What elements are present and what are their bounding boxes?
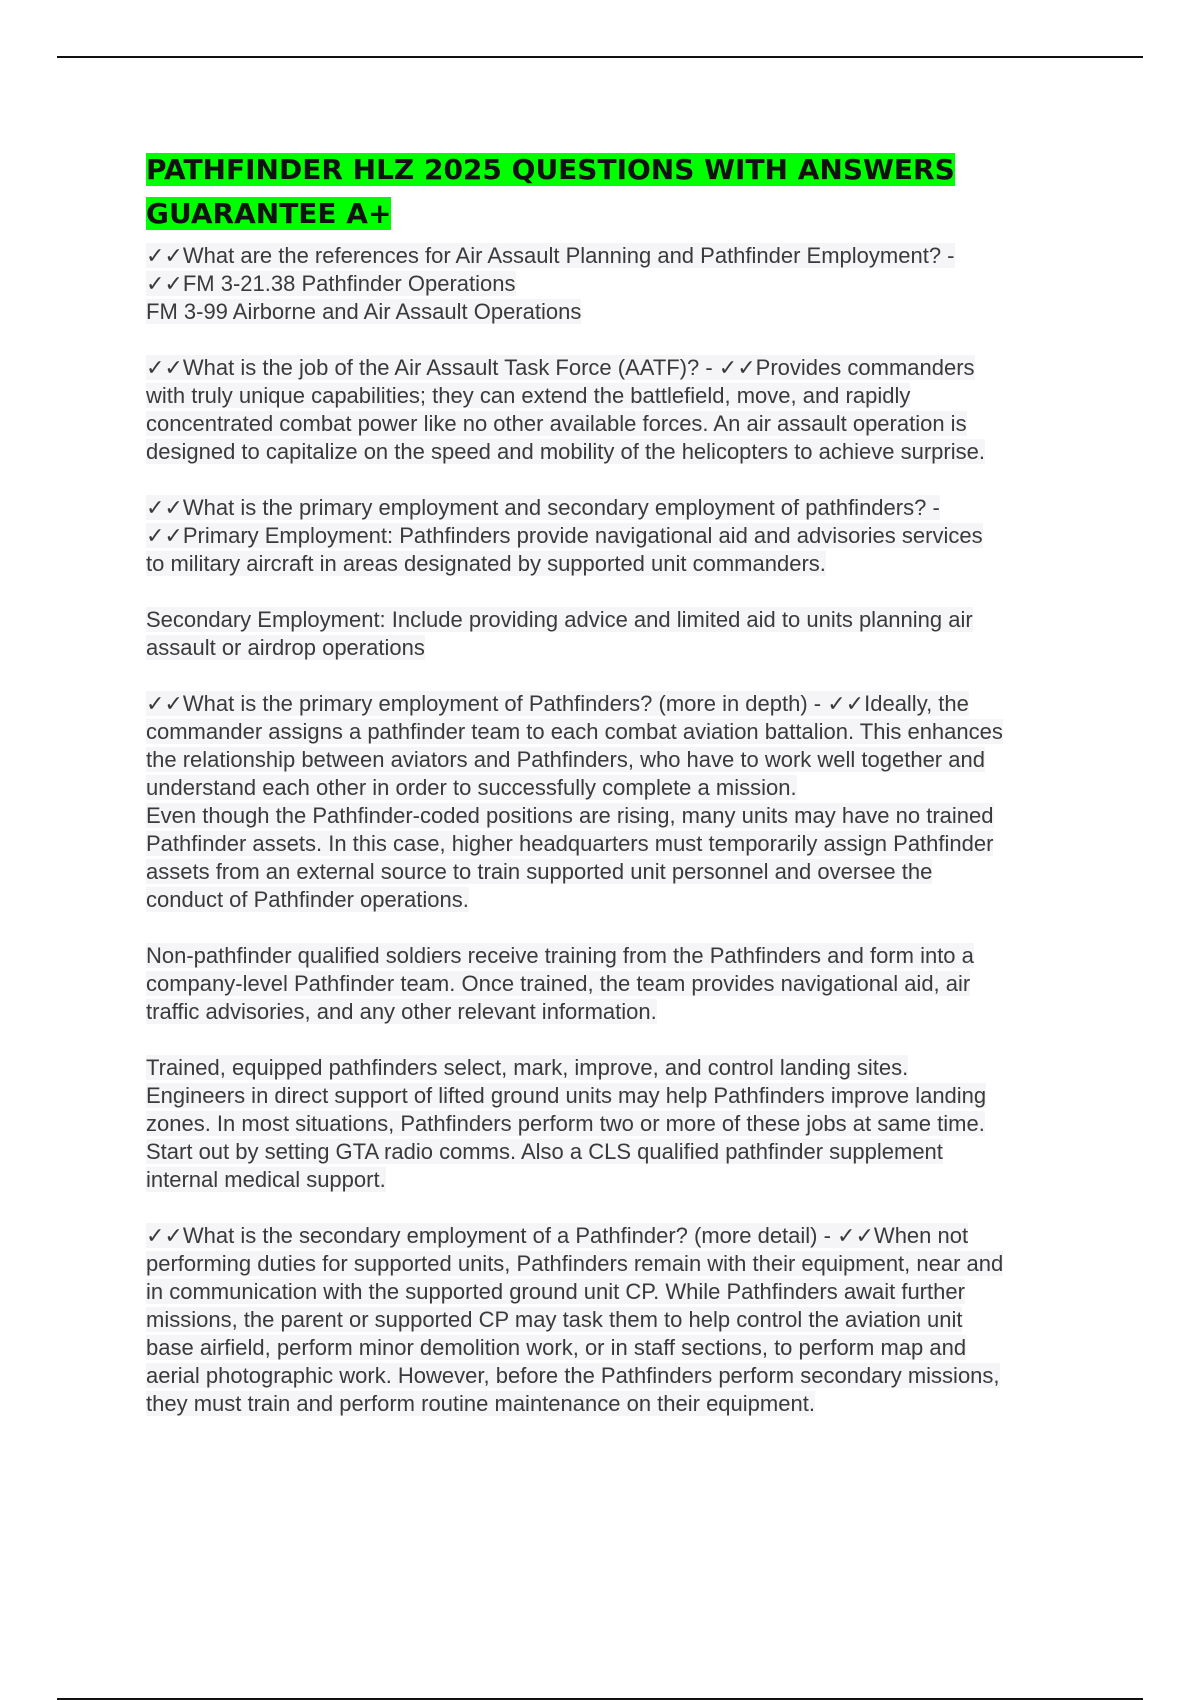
paragraph-gap: [146, 578, 1096, 606]
text-line: ✓✓What is the primary employment and secondary employment of pathfinders? -: [146, 495, 940, 520]
title-line-1: PATHFINDER HLZ 2025 QUESTIONS WITH ANSWERS: [146, 153, 955, 186]
text-line: Secondary Employment: Include providing advice and limited aid to units planning air: [146, 607, 973, 632]
paragraph-gap: [146, 1026, 1096, 1054]
text-line: ✓✓What is the job of the Air Assault Task Force (AATF)? - ✓✓Provides commanders: [146, 355, 975, 380]
text-line: zones. In most situations, Pathfinders perform two or more of these jobs at same time.: [146, 1111, 985, 1136]
text-line: ✓✓What is the secondary employment of a Pathfinder? (more detail) - ✓✓When not: [146, 1223, 969, 1248]
qa-paragraph: [146, 242, 1096, 326]
text-line: company-level Pathfinder team. Once trained, the team provides navigational aid, air: [146, 971, 971, 996]
paragraph-gap: [146, 1194, 1096, 1222]
title-line-2: GUARANTEE A+: [146, 197, 392, 230]
qa-paragraph: [146, 942, 1096, 1026]
qa-paragraph: [146, 1054, 1096, 1194]
paragraph-gap: [146, 466, 1096, 494]
text-line: ✓✓Primary Employment: Pathfinders provide navigational aid and advisories services: [146, 523, 983, 548]
text-line: the relationship between aviators and Pathfinders, who have to work well together and: [146, 747, 985, 772]
text-line: ✓✓What are the references for Air Assault Planning and Pathfinder Employment? -: [146, 243, 955, 268]
text-line: they must train and perform routine maintenance on their equipment.: [146, 1391, 815, 1416]
text-line: to military aircraft in areas designated by supported unit commanders.: [146, 551, 826, 576]
text-line: FM 3-99 Airborne and Air Assault Operations: [146, 299, 582, 324]
text-line: Non-pathfinder qualified soldiers receive training from the Pathfinders and form into a: [146, 943, 974, 968]
text-line: conduct of Pathfinder operations.: [146, 887, 469, 912]
text-line: Even though the Pathfinder-coded positions are rising, many units may have no trained: [146, 803, 994, 828]
qa-blocks: [146, 242, 1096, 1418]
header-rule: [57, 56, 1143, 58]
text-line: ✓✓What is the primary employment of Pathfinders? (more in depth) - ✓✓Ideally, the: [146, 691, 969, 716]
text-line: ✓✓FM 3-21.38 Pathfinder Operations: [146, 271, 516, 296]
text-line: Trained, equipped pathfinders select, mark, improve, and control landing sites.: [146, 1055, 909, 1080]
text-line: Start out by setting GTA radio comms. Also a CLS qualified pathfinder supplement: [146, 1139, 943, 1164]
text-line: Pathfinder assets. In this case, higher headquarters must temporarily assign Pathfinder: [146, 831, 994, 856]
text-line: concentrated combat power like no other available forces. An air assault operation is: [146, 411, 967, 436]
text-line: aerial photographic work. However, before the Pathfinders perform secondary missions,: [146, 1363, 1000, 1388]
text-line: missions, the parent or supported CP may task them to help control the aviation unit: [146, 1307, 963, 1332]
qa-paragraph: [146, 494, 1096, 578]
text-line: performing duties for supported units, Pathfinders remain with their equipment, near and: [146, 1251, 1004, 1276]
text-line: with truly unique capabilities; they can extend the battlefield, move, and rapidly: [146, 383, 911, 408]
text-line: commander assigns a pathfinder team to each combat aviation battalion. This enhances: [146, 719, 1003, 744]
qa-paragraph: [146, 606, 1096, 662]
text-line: in communication with the supported ground unit CP. While Pathfinders await further: [146, 1279, 965, 1304]
text-line: assault or airdrop operations: [146, 635, 425, 660]
document-body: [146, 148, 1096, 1418]
paragraph-gap: [146, 326, 1096, 354]
text-line: traffic advisories, and any other relevant information.: [146, 999, 657, 1024]
qa-paragraph: [146, 1222, 1096, 1418]
paragraph-gap: [146, 662, 1096, 690]
qa-paragraph: [146, 354, 1096, 466]
text-line: Engineers in direct support of lifted ground units may help Pathfinders improve landing: [146, 1083, 987, 1108]
text-line: designed to capitalize on the speed and mobility of the helicopters to achieve surprise.: [146, 439, 985, 464]
text-line: assets from an external source to train supported unit personnel and oversee the: [146, 859, 933, 884]
text-line: internal medical support.: [146, 1167, 386, 1192]
text-line: base airfield, perform minor demolition work, or in staff sections, to perform map and: [146, 1335, 967, 1360]
paragraph-gap: [146, 914, 1096, 942]
text-line: understand each other in order to successfully complete a mission.: [146, 775, 797, 800]
document-title: [146, 148, 1096, 236]
qa-paragraph: [146, 690, 1096, 914]
